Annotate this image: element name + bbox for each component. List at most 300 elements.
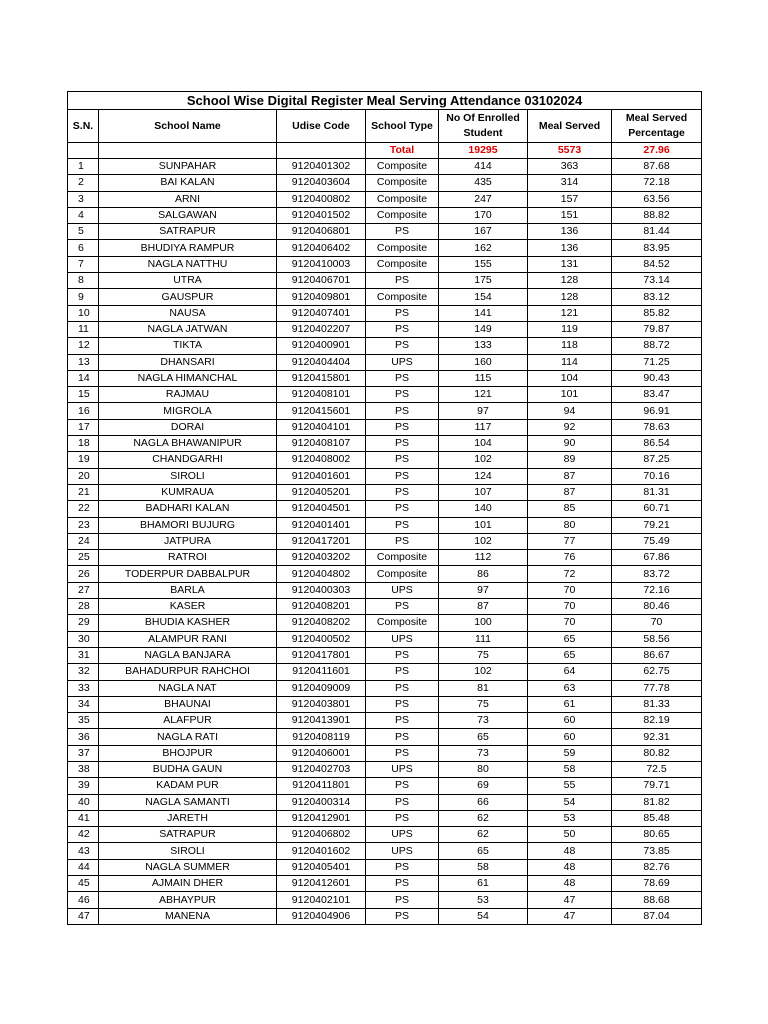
cell-percentage: 82.76 [612, 859, 702, 875]
cell-percentage: 88.68 [612, 892, 702, 908]
cell-school-name: SIROLI [99, 468, 277, 484]
cell-enrolled: 97 [439, 582, 528, 598]
attendance-table [67, 91, 702, 925]
cell-udise-code: 9120411801 [277, 778, 366, 794]
cell-school-type: PS [366, 810, 439, 826]
cell-enrolled: 87 [439, 599, 528, 615]
cell-percentage: 90.43 [612, 370, 702, 386]
cell-udise-code: 9120404802 [277, 566, 366, 582]
table-row [68, 289, 702, 305]
cell-udise-code: 9120406801 [277, 224, 366, 240]
table-row [68, 468, 702, 484]
cell-enrolled: 414 [439, 159, 528, 175]
cell-enrolled: 117 [439, 419, 528, 435]
cell-school-name: BHAMORI BUJURG [99, 517, 277, 533]
cell-percentage: 71.25 [612, 354, 702, 370]
total-row [68, 143, 702, 159]
cell-school-name: NAGLA BHAWANIPUR [99, 436, 277, 452]
cell-udise-code: 9120400901 [277, 338, 366, 354]
cell-school-type: PS [366, 647, 439, 663]
cell-enrolled: 435 [439, 175, 528, 191]
cell-school-name: RAJMAU [99, 387, 277, 403]
cell-sn: 17 [68, 419, 99, 435]
table-row [68, 305, 702, 321]
cell-school-type: PS [366, 876, 439, 892]
table-row [68, 761, 702, 777]
table-row [68, 892, 702, 908]
cell-udise-code: 9120412601 [277, 876, 366, 892]
cell-school-type: PS [366, 696, 439, 712]
cell-sn: 23 [68, 517, 99, 533]
table-row [68, 843, 702, 859]
cell-school-name: RATROI [99, 550, 277, 566]
cell-udise-code: 9120409009 [277, 680, 366, 696]
cell-school-type: UPS [366, 843, 439, 859]
cell-percentage: 85.82 [612, 305, 702, 321]
cell-enrolled: 81 [439, 680, 528, 696]
cell-school-name: NAGLA SUMMER [99, 859, 277, 875]
cell-percentage: 83.47 [612, 387, 702, 403]
cell-enrolled: 75 [439, 647, 528, 663]
cell-school-type: PS [366, 794, 439, 810]
cell-enrolled: 155 [439, 256, 528, 272]
cell-percentage: 86.54 [612, 436, 702, 452]
table-row [68, 452, 702, 468]
cell-udise-code: 9120401502 [277, 207, 366, 223]
cell-sn: 3 [68, 191, 99, 207]
cell-percentage: 87.68 [612, 159, 702, 175]
cell-enrolled: 61 [439, 876, 528, 892]
total-enrolled: 19295 [439, 143, 528, 159]
cell-school-name: MANENA [99, 908, 277, 924]
cell-meal-served: 65 [528, 631, 612, 647]
cell-meal-served: 48 [528, 859, 612, 875]
cell-school-type: Composite [366, 207, 439, 223]
cell-school-type: Composite [366, 256, 439, 272]
cell-enrolled: 160 [439, 354, 528, 370]
cell-udise-code: 9120401401 [277, 517, 366, 533]
cell-school-type: PS [366, 468, 439, 484]
table-row [68, 338, 702, 354]
cell-school-type: UPS [366, 827, 439, 843]
cell-meal-served: 61 [528, 696, 612, 712]
cell-percentage: 70.16 [612, 468, 702, 484]
cell-school-name: TIKTA [99, 338, 277, 354]
cell-meal-served: 53 [528, 810, 612, 826]
cell-enrolled: 140 [439, 501, 528, 517]
cell-meal-served: 363 [528, 159, 612, 175]
cell-school-type: PS [366, 892, 439, 908]
cell-percentage: 92.31 [612, 729, 702, 745]
cell-percentage: 79.21 [612, 517, 702, 533]
total-percentage: 27.96 [612, 143, 702, 159]
table-row [68, 273, 702, 289]
cell-sn: 10 [68, 305, 99, 321]
cell-enrolled: 97 [439, 403, 528, 419]
cell-meal-served: 101 [528, 387, 612, 403]
cell-sn: 43 [68, 843, 99, 859]
cell-enrolled: 107 [439, 484, 528, 500]
cell-sn: 31 [68, 647, 99, 663]
cell-school-type: PS [366, 321, 439, 337]
cell-udise-code: 9120404404 [277, 354, 366, 370]
table-row [68, 240, 702, 256]
cell-percentage: 87.25 [612, 452, 702, 468]
cell-meal-served: 54 [528, 794, 612, 810]
table-row [68, 680, 702, 696]
cell-school-type: PS [366, 664, 439, 680]
cell-school-name: JARETH [99, 810, 277, 826]
cell-percentage: 80.65 [612, 827, 702, 843]
cell-udise-code: 9120408107 [277, 436, 366, 452]
cell-percentage: 60.71 [612, 501, 702, 517]
cell-udise-code: 9120408002 [277, 452, 366, 468]
cell-school-type: PS [366, 419, 439, 435]
cell-school-name: SIROLI [99, 843, 277, 859]
cell-udise-code: 9120410003 [277, 256, 366, 272]
cell-sn: 22 [68, 501, 99, 517]
total-empty-name [99, 143, 277, 159]
table-row [68, 370, 702, 386]
cell-enrolled: 149 [439, 321, 528, 337]
cell-meal-served: 80 [528, 517, 612, 533]
cell-meal-served: 65 [528, 647, 612, 663]
cell-meal-served: 119 [528, 321, 612, 337]
table-row [68, 484, 702, 500]
table-row [68, 827, 702, 843]
cell-sn: 28 [68, 599, 99, 615]
cell-enrolled: 73 [439, 745, 528, 761]
table-row [68, 631, 702, 647]
cell-school-type: PS [366, 452, 439, 468]
cell-school-type: Composite [366, 566, 439, 582]
table-row [68, 224, 702, 240]
cell-school-name: BUDHA GAUN [99, 761, 277, 777]
cell-sn: 1 [68, 159, 99, 175]
table-row [68, 191, 702, 207]
cell-udise-code: 9120408101 [277, 387, 366, 403]
cell-meal-served: 76 [528, 550, 612, 566]
cell-meal-served: 87 [528, 484, 612, 500]
cell-sn: 5 [68, 224, 99, 240]
cell-sn: 36 [68, 729, 99, 745]
cell-udise-code: 9120408119 [277, 729, 366, 745]
cell-school-name: ALAMPUR RANI [99, 631, 277, 647]
cell-school-name: BHOJPUR [99, 745, 277, 761]
table-row [68, 321, 702, 337]
cell-school-name: KADAM PUR [99, 778, 277, 794]
cell-sn: 9 [68, 289, 99, 305]
cell-school-type: PS [366, 501, 439, 517]
cell-sn: 2 [68, 175, 99, 191]
table-row [68, 256, 702, 272]
cell-school-type: PS [366, 517, 439, 533]
cell-enrolled: 112 [439, 550, 528, 566]
table-row [68, 501, 702, 517]
cell-school-type: PS [366, 859, 439, 875]
table-row [68, 159, 702, 175]
cell-meal-served: 48 [528, 876, 612, 892]
cell-school-name: BARLA [99, 582, 277, 598]
cell-udise-code: 9120405401 [277, 859, 366, 875]
cell-school-name: KASER [99, 599, 277, 615]
cell-school-name: NAGLA RATI [99, 729, 277, 745]
cell-school-type: UPS [366, 582, 439, 598]
cell-meal-served: 314 [528, 175, 612, 191]
table-row [68, 713, 702, 729]
cell-percentage: 88.72 [612, 338, 702, 354]
table-row [68, 582, 702, 598]
cell-percentage: 80.82 [612, 745, 702, 761]
cell-percentage: 70 [612, 615, 702, 631]
cell-meal-served: 92 [528, 419, 612, 435]
table-row [68, 908, 702, 924]
cell-school-type: PS [366, 370, 439, 386]
cell-meal-served: 47 [528, 908, 612, 924]
cell-meal-served: 136 [528, 224, 612, 240]
cell-sn: 25 [68, 550, 99, 566]
cell-enrolled: 154 [439, 289, 528, 305]
cell-udise-code: 9120402101 [277, 892, 366, 908]
table-row [68, 550, 702, 566]
table-row [68, 175, 702, 191]
cell-percentage: 79.71 [612, 778, 702, 794]
cell-enrolled: 54 [439, 908, 528, 924]
cell-school-name: ABHAYPUR [99, 892, 277, 908]
cell-meal-served: 50 [528, 827, 612, 843]
cell-enrolled: 53 [439, 892, 528, 908]
cell-udise-code: 9120409801 [277, 289, 366, 305]
cell-percentage: 75.49 [612, 533, 702, 549]
cell-school-name: CHANDGARHI [99, 452, 277, 468]
table-row [68, 810, 702, 826]
cell-school-type: Composite [366, 159, 439, 175]
cell-school-type: PS [366, 908, 439, 924]
cell-school-name: TODERPUR DABBALPUR [99, 566, 277, 582]
cell-udise-code: 9120402207 [277, 321, 366, 337]
cell-meal-served: 64 [528, 664, 612, 680]
cell-percentage: 58.56 [612, 631, 702, 647]
cell-school-name: BAI KALAN [99, 175, 277, 191]
table-row [68, 664, 702, 680]
cell-udise-code: 9120403202 [277, 550, 366, 566]
cell-sn: 41 [68, 810, 99, 826]
cell-meal-served: 128 [528, 273, 612, 289]
cell-udise-code: 9120415601 [277, 403, 366, 419]
cell-school-type: PS [366, 338, 439, 354]
cell-udise-code: 9120401302 [277, 159, 366, 175]
cell-meal-served: 59 [528, 745, 612, 761]
cell-sn: 20 [68, 468, 99, 484]
table-row [68, 794, 702, 810]
cell-school-name: KUMRAUA [99, 484, 277, 500]
cell-school-type: UPS [366, 761, 439, 777]
cell-school-name: NAGLA SAMANTI [99, 794, 277, 810]
cell-percentage: 82.19 [612, 713, 702, 729]
cell-school-type: PS [366, 680, 439, 696]
cell-percentage: 78.63 [612, 419, 702, 435]
cell-udise-code: 9120406701 [277, 273, 366, 289]
cell-school-name: SATRAPUR [99, 224, 277, 240]
cell-school-type: PS [366, 745, 439, 761]
cell-enrolled: 133 [439, 338, 528, 354]
cell-udise-code: 9120400802 [277, 191, 366, 207]
cell-sn: 21 [68, 484, 99, 500]
cell-percentage: 63.56 [612, 191, 702, 207]
cell-enrolled: 62 [439, 827, 528, 843]
cell-percentage: 83.12 [612, 289, 702, 305]
cell-meal-served: 136 [528, 240, 612, 256]
cell-meal-served: 72 [528, 566, 612, 582]
cell-school-type: PS [366, 387, 439, 403]
cell-meal-served: 151 [528, 207, 612, 223]
cell-school-name: NAUSA [99, 305, 277, 321]
cell-percentage: 96.91 [612, 403, 702, 419]
cell-sn: 42 [68, 827, 99, 843]
cell-enrolled: 111 [439, 631, 528, 647]
cell-school-type: PS [366, 778, 439, 794]
cell-meal-served: 121 [528, 305, 612, 321]
cell-udise-code: 9120408202 [277, 615, 366, 631]
cell-percentage: 62.75 [612, 664, 702, 680]
cell-percentage: 81.31 [612, 484, 702, 500]
cell-school-type: PS [366, 436, 439, 452]
cell-school-name: SUNPAHAR [99, 159, 277, 175]
cell-enrolled: 167 [439, 224, 528, 240]
cell-percentage: 85.48 [612, 810, 702, 826]
cell-meal-served: 118 [528, 338, 612, 354]
cell-sn: 24 [68, 533, 99, 549]
cell-school-type: PS [366, 533, 439, 549]
cell-enrolled: 65 [439, 729, 528, 745]
cell-udise-code: 9120412901 [277, 810, 366, 826]
cell-school-name: AJMAIN DHER [99, 876, 277, 892]
cell-udise-code: 9120406402 [277, 240, 366, 256]
header-row [68, 110, 702, 143]
cell-percentage: 84.52 [612, 256, 702, 272]
cell-percentage: 67.86 [612, 550, 702, 566]
cell-meal-served: 60 [528, 729, 612, 745]
header-enrolled: No Of Enrolled Student [439, 110, 528, 143]
cell-sn: 38 [68, 761, 99, 777]
cell-school-name: NAGLA NAT [99, 680, 277, 696]
cell-sn: 37 [68, 745, 99, 761]
cell-udise-code: 9120411601 [277, 664, 366, 680]
cell-sn: 26 [68, 566, 99, 582]
table-row [68, 403, 702, 419]
cell-enrolled: 121 [439, 387, 528, 403]
cell-school-type: Composite [366, 615, 439, 631]
cell-percentage: 72.16 [612, 582, 702, 598]
cell-udise-code: 9120413901 [277, 713, 366, 729]
header-school-name: School Name [99, 110, 277, 143]
cell-meal-served: 58 [528, 761, 612, 777]
total-label: Total [366, 143, 439, 159]
cell-sn: 33 [68, 680, 99, 696]
cell-sn: 4 [68, 207, 99, 223]
cell-percentage: 88.82 [612, 207, 702, 223]
table-body [68, 159, 702, 925]
cell-school-type: PS [366, 224, 439, 240]
header-udise-code: Udise Code [277, 110, 366, 143]
cell-meal-served: 87 [528, 468, 612, 484]
cell-school-name: BHUDIA KASHER [99, 615, 277, 631]
cell-meal-served: 104 [528, 370, 612, 386]
cell-percentage: 87.04 [612, 908, 702, 924]
cell-sn: 45 [68, 876, 99, 892]
cell-enrolled: 58 [439, 859, 528, 875]
cell-school-name: NAGLA BANJARA [99, 647, 277, 663]
cell-udise-code: 9120405201 [277, 484, 366, 500]
cell-udise-code: 9120403801 [277, 696, 366, 712]
cell-udise-code: 9120402703 [277, 761, 366, 777]
table-row [68, 647, 702, 663]
table-row [68, 517, 702, 533]
cell-sn: 29 [68, 615, 99, 631]
cell-enrolled: 62 [439, 810, 528, 826]
cell-sn: 40 [68, 794, 99, 810]
cell-enrolled: 101 [439, 517, 528, 533]
cell-percentage: 81.44 [612, 224, 702, 240]
table-row [68, 778, 702, 794]
cell-enrolled: 104 [439, 436, 528, 452]
cell-meal-served: 94 [528, 403, 612, 419]
cell-udise-code: 9120404101 [277, 419, 366, 435]
cell-school-type: PS [366, 484, 439, 500]
cell-udise-code: 9120400303 [277, 582, 366, 598]
cell-school-name: GAUSPUR [99, 289, 277, 305]
cell-sn: 35 [68, 713, 99, 729]
cell-enrolled: 75 [439, 696, 528, 712]
cell-meal-served: 70 [528, 615, 612, 631]
cell-percentage: 77.78 [612, 680, 702, 696]
cell-enrolled: 247 [439, 191, 528, 207]
table-row [68, 876, 702, 892]
cell-enrolled: 102 [439, 452, 528, 468]
cell-sn: 16 [68, 403, 99, 419]
cell-percentage: 86.67 [612, 647, 702, 663]
cell-sn: 30 [68, 631, 99, 647]
cell-percentage: 72.5 [612, 761, 702, 777]
cell-school-name: BAHADURPUR RAHCHOI [99, 664, 277, 680]
cell-meal-served: 77 [528, 533, 612, 549]
cell-udise-code: 9120415801 [277, 370, 366, 386]
cell-school-name: UTRA [99, 273, 277, 289]
cell-school-name: MIGROLA [99, 403, 277, 419]
cell-enrolled: 69 [439, 778, 528, 794]
cell-school-type: PS [366, 713, 439, 729]
cell-meal-served: 90 [528, 436, 612, 452]
table-row [68, 615, 702, 631]
cell-udise-code: 9120407401 [277, 305, 366, 321]
cell-sn: 6 [68, 240, 99, 256]
cell-sn: 39 [68, 778, 99, 794]
table-row [68, 533, 702, 549]
cell-udise-code: 9120401601 [277, 468, 366, 484]
cell-enrolled: 73 [439, 713, 528, 729]
cell-enrolled: 102 [439, 664, 528, 680]
cell-udise-code: 9120403604 [277, 175, 366, 191]
cell-sn: 18 [68, 436, 99, 452]
cell-sn: 14 [68, 370, 99, 386]
cell-enrolled: 162 [439, 240, 528, 256]
cell-enrolled: 124 [439, 468, 528, 484]
cell-school-type: UPS [366, 354, 439, 370]
cell-meal-served: 55 [528, 778, 612, 794]
table-row [68, 354, 702, 370]
cell-enrolled: 102 [439, 533, 528, 549]
header-school-type: School Type [366, 110, 439, 143]
